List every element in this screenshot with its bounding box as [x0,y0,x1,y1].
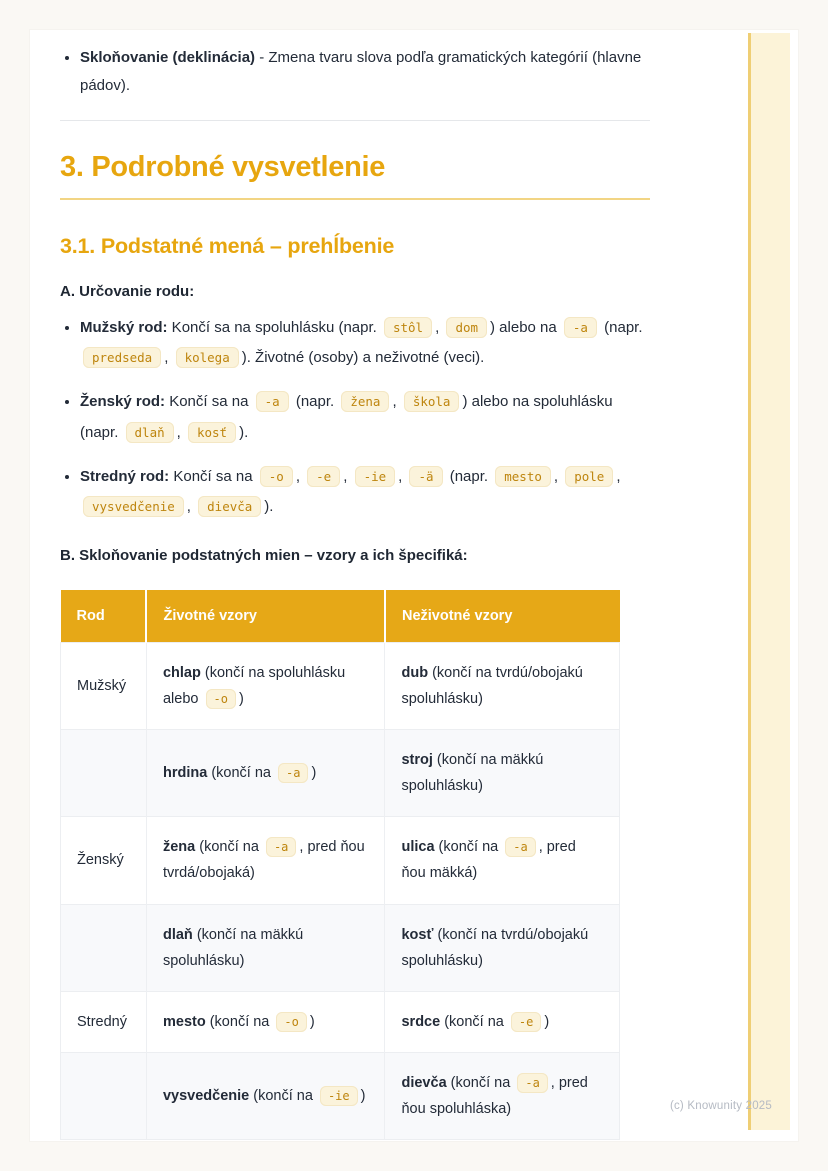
cell-rod: Ženský [61,817,147,904]
bold-text: Skloňovanie (deklinácia) [80,49,256,66]
text-segment: - Zmena tvaru slova podľa gramatických kategórií (hlavne pádov). [80,49,642,94]
code-token: -a [256,391,289,412]
bold-text: žena [162,839,196,856]
copyright-footer: (c) Knowunity 2025 [669,1100,772,1112]
page-edge-ribbon [748,33,790,1130]
text-segment: (končí na tvrdú/obojakú spoluhlásku) [401,926,589,969]
cell-inanimate [385,991,620,1052]
text-segment: , [616,467,621,485]
subsection-heading: 3.1. Podstatné mená – prehĺbenie [60,233,395,258]
bold-text: stroj [401,752,433,769]
cell-rod [61,1052,147,1139]
bold-text: dub [401,665,429,681]
code-token: predseda [83,347,161,368]
subhead-b: B. Skloňovanie podstatných mien – vzory a ich špecifiká: [60,547,468,564]
code-token: dom [446,317,487,338]
text-segment: , [553,467,563,485]
bold-text: srdce [401,1013,441,1030]
bold-text: vysvedčenie [162,1087,250,1104]
cell-animate [146,904,385,991]
cell-rod [61,904,147,991]
table-row [61,730,620,817]
text-segment: ). Životné (osoby) a neživotné (veci). [241,349,485,367]
section-heading: 3. Podrobné vysvetlenie [60,151,650,200]
cell-inanimate [385,643,620,730]
text-segment: , [164,349,173,367]
code-token: mesto [495,466,551,487]
text-segment: , [398,467,407,485]
text-segment: ) [360,1087,366,1104]
code-token: -a [564,317,597,338]
bold-text: kosť [401,926,434,943]
text-segment: Končí sa na [165,393,253,410]
code-token: -e [511,1012,541,1032]
bold-text: Mužský rod: [80,318,168,336]
text-segment: , [343,467,352,485]
text-segment: , [295,467,305,485]
cell-animate [146,1052,385,1139]
table-row [61,904,620,991]
code-token: pole [565,466,613,487]
declension-patterns-table [60,590,620,1140]
code-token: stôl [384,317,432,338]
text-segment: (končí na [446,1074,515,1091]
bold-text: mesto [162,1013,206,1030]
col-header-inanimate: Neživotné vzory [385,590,620,643]
code-token: -o [260,466,293,487]
code-token: -a [505,837,535,857]
text-segment: , [392,393,401,410]
table-row [61,817,620,904]
code-token: kolega [176,347,239,368]
text-segment: (končí na spoluhlásku alebo [162,665,346,708]
code-token: -o [276,1012,306,1032]
code-token: kosť [188,422,236,443]
cell-rod [61,730,147,817]
text-segment: , pred ňou tvrdá/obojaká) [162,839,365,882]
text-segment: ) [309,1013,315,1030]
text-segment: (napr. [291,393,339,410]
col-header-animate: Životné vzory [146,590,385,643]
section-divider [60,120,650,121]
text-segment: ) [544,1013,550,1030]
text-segment: ) [311,765,317,782]
table-row [61,991,620,1052]
code-token: vysvedčenie [83,496,184,517]
text-segment: (končí na mäkkú spoluhlásku) [162,926,304,969]
table-row [61,643,620,730]
cell-animate [146,643,385,730]
text-segment: ) [238,691,244,708]
text-segment: (končí na [205,1013,274,1030]
cell-rod: Stredný [61,991,147,1052]
bullet-neuter [80,462,652,524]
text-segment: (končí na mäkkú spoluhlásku) [401,752,544,795]
document-content [60,36,652,1140]
text-segment: (končí na [440,1013,508,1030]
text-segment: (končí na [207,765,275,782]
bold-text: ulica [401,839,435,856]
code-token: škola [404,391,460,412]
text-segment: (napr. [599,318,643,336]
col-header-rod: Rod [61,590,147,643]
cell-inanimate [385,730,620,817]
text-segment: (napr. [445,467,493,485]
bold-text: dlaň [162,926,193,943]
code-token: dievča [198,496,261,517]
table-header-row [61,590,620,643]
bullet-masculine [80,313,652,375]
cell-animate [146,991,385,1052]
code-token: -e [307,466,340,487]
code-token: -ie [355,466,396,487]
table-row [61,1052,620,1139]
code-token: dlaň [126,422,174,443]
text-segment: , pred ňou mäkká) [401,839,576,882]
text-segment: (končí na [195,839,263,856]
intro-bullet-item [80,44,652,100]
cell-inanimate [385,817,620,904]
bold-text: hrdina [162,765,208,782]
cell-rod: Mužský [61,643,147,730]
bullet-feminine [80,387,652,449]
text-segment: (končí na [434,839,503,856]
bold-text: Stredný rod: [80,467,170,485]
text-segment: , pred ňou spoluhláska) [401,1074,588,1117]
cell-inanimate [385,1052,620,1139]
code-token: -o [206,689,236,709]
code-token: -a [266,837,296,857]
text-segment: , [435,318,444,336]
text-segment: Končí sa na [169,467,257,485]
bold-text: dievča [401,1074,447,1091]
text-segment: Končí sa na spoluhlásku (napr. [167,318,381,336]
bold-text: Ženský rod: [80,393,166,410]
cell-inanimate [385,904,620,991]
text-segment: , [176,423,185,441]
text-segment: (končí na tvrdú/obojakú spoluhlásku) [401,665,583,708]
code-token: -ie [320,1086,358,1106]
text-segment: ) alebo na spoluhlásku (napr. [80,393,613,441]
code-token: -a [278,763,308,783]
subhead-a: A. Určovanie rodu: [60,282,195,300]
text-segment: ) alebo na [490,318,561,336]
cell-animate [146,817,385,904]
document-page [30,30,798,1141]
intro-bullet-list [60,44,652,100]
gender-bullet-list [60,313,652,524]
text-segment: , [186,498,196,516]
text-segment: ). [239,423,249,441]
code-token: -a [517,1073,547,1093]
code-token: žena [341,391,389,412]
text-segment: (končí na [249,1087,317,1104]
code-token: -ä [409,466,442,487]
bold-text: chlap [162,665,201,681]
cell-animate [146,730,385,817]
text-segment: ). [264,498,274,516]
